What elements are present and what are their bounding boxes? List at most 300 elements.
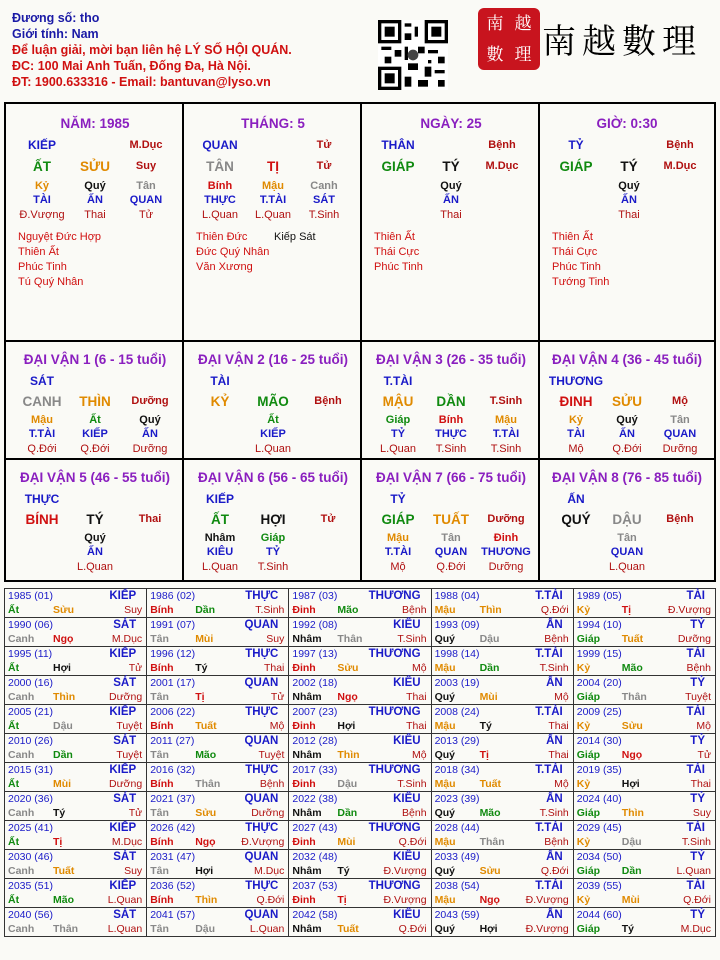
hidden-stage: Q.Đới xyxy=(80,443,110,455)
header-info xyxy=(12,10,292,90)
year-god: ẤN xyxy=(546,909,563,921)
dai-van-6 xyxy=(184,460,362,580)
year-can: Kỷ xyxy=(576,662,591,674)
year-stage: M.Dục xyxy=(111,633,143,645)
dai-van-status: Mộ xyxy=(672,395,688,407)
year-chi: Dậu xyxy=(337,778,358,790)
year-chi: Tý xyxy=(337,865,350,877)
year-god: T.TÀI xyxy=(535,880,563,892)
dai-van-god: T.TÀI xyxy=(383,374,413,388)
dai-van-god: KIẾP xyxy=(205,492,235,506)
year-stage: Tử xyxy=(128,807,143,819)
year-god: ẤN xyxy=(546,851,563,863)
year-stage: Mộ xyxy=(411,749,427,761)
hidden-god: T.TÀI xyxy=(384,546,412,558)
year-stage: Đ.Vượng xyxy=(383,894,427,906)
year-can: Nhâm xyxy=(292,865,322,877)
year-stage: T.Sinh xyxy=(255,604,285,616)
year-label: 2035 (51) xyxy=(8,880,53,892)
year-cell xyxy=(431,763,573,792)
pillar-chi-status: Tử xyxy=(316,160,332,172)
year-stage: Dưỡng xyxy=(109,778,143,790)
year-god: KIÊU xyxy=(393,909,421,921)
year-label: 2002 (18) xyxy=(292,677,338,689)
dai-van-chi: DẦN xyxy=(436,394,466,409)
year-cell xyxy=(5,879,147,908)
dai-van-5 xyxy=(6,460,184,580)
year-can: Tân xyxy=(150,807,169,819)
hidden-stage: T.Sinh xyxy=(257,561,289,573)
year-stage: Mộ xyxy=(696,720,711,732)
year-god: TỶ xyxy=(690,793,705,805)
hidden-stage: T.Sinh xyxy=(490,443,522,455)
year-god: TỶ xyxy=(690,909,705,921)
dai-van-god: SÁT xyxy=(30,374,54,388)
year-stage: Suy xyxy=(266,633,285,645)
year-stage: Thai xyxy=(406,691,427,703)
year-chi: Tị xyxy=(621,604,632,616)
year-cell xyxy=(147,705,289,734)
year-chi: Sửu xyxy=(479,865,501,877)
year-cell xyxy=(147,647,289,676)
year-god: ẤN xyxy=(546,735,563,747)
year-chi: Mùi xyxy=(195,633,214,645)
year-god: SÁT xyxy=(113,677,137,689)
hidden-god: ẤN xyxy=(621,194,637,206)
pillar-chi-status: Suy xyxy=(135,160,157,172)
year-can: Giáp xyxy=(576,923,601,935)
dai-van-status: T.Sinh xyxy=(489,395,523,407)
year-cell xyxy=(147,821,289,850)
year-god: THỰC xyxy=(245,880,279,892)
hidden-god: T.TÀI xyxy=(492,428,520,440)
year-chi: Ngọ xyxy=(53,633,74,645)
pillar-status: Tử xyxy=(316,139,332,151)
year-stage: Thai xyxy=(690,778,711,790)
pillar-chi: TÝ xyxy=(442,159,460,174)
red-seal-logo xyxy=(478,8,540,70)
hidden-can: Bính xyxy=(438,414,464,426)
dai-van-god: THƯƠNG xyxy=(548,374,604,388)
year-stage: Q.Đới xyxy=(540,604,569,616)
year-cell xyxy=(289,705,431,734)
year-can: Canh xyxy=(8,865,35,877)
hidden-can: Mậu xyxy=(31,414,53,426)
year-stage: Q.Đới xyxy=(683,894,711,906)
star-notes: Thiên Đức Đức Quý Nhân Văn Xương xyxy=(196,231,270,273)
year-can: Kỷ xyxy=(576,720,591,732)
hidden-can: Giáp xyxy=(385,414,411,426)
year-can: Mậu xyxy=(434,894,456,906)
hidden-god: TÀI xyxy=(33,194,51,206)
hidden-stage: L.Quan xyxy=(608,561,646,573)
year-chi: Dần xyxy=(337,807,358,819)
year-chi: Thìn xyxy=(621,807,644,819)
year-cell xyxy=(5,908,147,937)
year-chi: Dậu xyxy=(195,923,216,935)
hidden-stage: Q.Đới xyxy=(612,443,642,455)
hidden-can: Quý xyxy=(84,180,106,192)
hidden-can: Ất xyxy=(267,414,279,426)
hidden-can: Mậu xyxy=(262,180,284,192)
year-cell xyxy=(431,821,573,850)
year-chi: Mão xyxy=(479,807,501,819)
hidden-god: ẤN xyxy=(443,194,459,206)
year-stage: Mộ xyxy=(269,720,285,732)
year-can: Canh xyxy=(8,633,35,645)
year-chi: Dậu xyxy=(621,836,642,848)
pillar-status: Bệnh xyxy=(666,139,694,151)
year-can: Mậu xyxy=(434,778,456,790)
contact-line-1: Để luận giải, mời bạn liên hệ LÝ SỐ HỘI QUÁN. xyxy=(12,43,292,57)
year-can: Ất xyxy=(8,720,20,732)
pillar-chi: SỬU xyxy=(80,159,110,174)
hidden-god: KIẾP xyxy=(82,428,108,440)
star-note-extra: Kiếp Sát xyxy=(274,231,316,243)
year-cell xyxy=(573,850,715,879)
year-cell xyxy=(573,676,715,705)
year-chi: Tuất xyxy=(337,923,359,935)
year-can: Đinh xyxy=(292,720,316,732)
year-label: 1993 (09) xyxy=(434,619,480,631)
year-chi: Hợi xyxy=(195,865,214,877)
dai-van-chi: TÝ xyxy=(86,512,104,527)
year-stage: Đ.Vượng xyxy=(383,865,427,877)
year-chi: Mão xyxy=(195,749,217,761)
hidden-can: Kỷ xyxy=(568,414,584,426)
year-label: 2010 (26) xyxy=(8,735,53,747)
year-stage: Thai xyxy=(548,720,569,732)
year-label: 1990 (06) xyxy=(8,619,53,631)
year-god: TÀI xyxy=(686,764,705,776)
hidden-can: Giáp xyxy=(260,532,286,544)
year-chi: Thân xyxy=(195,778,221,790)
year-god: THƯƠNG xyxy=(368,880,421,892)
year-god: THỰC xyxy=(245,648,279,660)
year-cell xyxy=(5,647,147,676)
year-label: 2037 (53) xyxy=(292,880,338,892)
year-chi: Hợi xyxy=(53,662,71,674)
year-chi: Tuất xyxy=(621,633,644,645)
year-label: 2022 (38) xyxy=(292,793,338,805)
year-label: 1986 (02) xyxy=(150,590,196,602)
year-stage: Dưỡng xyxy=(677,633,711,645)
year-label: 1991 (07) xyxy=(150,619,196,631)
year-cell xyxy=(147,618,289,647)
dai-van-status: Dưỡng xyxy=(487,513,525,525)
year-stage: Bệnh xyxy=(259,778,285,790)
hidden-stage: Mộ xyxy=(568,443,584,455)
hidden-can: Đinh xyxy=(493,532,519,544)
dai-van-god: THỰC xyxy=(24,492,60,506)
year-label: 2001 (17) xyxy=(150,677,196,689)
year-chi: Tuất xyxy=(53,865,75,877)
dai-van-title: ĐẠI VẬN 7 (66 - 75 tuổi) xyxy=(375,470,527,485)
pillar-can: GIÁP xyxy=(559,159,593,174)
dai-van-1 xyxy=(6,342,184,460)
hidden-can: Bính xyxy=(207,180,233,192)
year-god: SÁT xyxy=(113,619,137,631)
year-label: 2020 (36) xyxy=(8,793,53,805)
year-stage: Mộ xyxy=(554,691,569,703)
year-chi: Tị xyxy=(337,894,347,906)
annual-luck-table xyxy=(4,588,716,937)
year-can: Quý xyxy=(434,691,455,703)
year-can: Ất xyxy=(8,894,20,906)
hidden-can: Mậu xyxy=(495,414,517,426)
pillar-status: Bệnh xyxy=(488,139,516,151)
dai-van-title: ĐẠI VẬN 8 (76 - 85 tuổi) xyxy=(551,470,703,485)
dai-van-can: QUÝ xyxy=(561,512,591,527)
year-label: 2009 (25) xyxy=(576,706,622,718)
year-can: Mậu xyxy=(434,604,456,616)
year-stage: L.Quan xyxy=(107,923,143,935)
year-can: Quý xyxy=(434,923,455,935)
dai-van-god: TỶ xyxy=(390,492,406,506)
hidden-stage: L.Quan xyxy=(379,443,417,455)
year-label: 1994 (10) xyxy=(576,619,622,631)
year-can: Đinh xyxy=(292,662,316,674)
year-stage: Thai xyxy=(406,720,427,732)
year-god: QUAN xyxy=(244,909,279,921)
year-stage: Bệnh xyxy=(686,662,711,674)
dai-van-title: ĐẠI VẬN 2 (16 - 25 tuổi) xyxy=(197,352,349,367)
year-can: Bính xyxy=(150,836,174,848)
pillar-chi: TỊ xyxy=(267,159,279,174)
star-notes: Thiên Ất Thái Cực Phúc Tinh xyxy=(374,231,423,273)
dai-van-chi: MÃO xyxy=(257,394,289,409)
year-god: QUAN xyxy=(244,619,279,631)
year-stage: Q.Đới xyxy=(398,836,427,848)
star-notes: Thiên Ất Thái Cực Phúc Tinh Tướng Tinh xyxy=(552,231,610,288)
year-can: Bính xyxy=(150,604,174,616)
dai-van-status: Thai xyxy=(138,513,162,525)
year-god: TÀI xyxy=(686,880,705,892)
year-god: THỰC xyxy=(245,822,279,834)
year-god: KIẾP xyxy=(109,590,137,602)
year-god: TÀI xyxy=(686,822,705,834)
year-label: 2036 (52) xyxy=(150,880,196,892)
year-god: THỰC xyxy=(245,590,279,602)
year-stage: M.Dục xyxy=(254,865,285,877)
year-chi: Thân xyxy=(53,923,79,935)
pillar-year xyxy=(6,104,184,342)
year-god: KIÊU xyxy=(393,735,421,747)
hidden-stage: Thai xyxy=(618,209,640,221)
seal-char: 理 xyxy=(514,44,532,65)
hidden-stage: Dưỡng xyxy=(132,443,168,455)
year-cell xyxy=(289,589,431,618)
pillar-title: GIỜ: 0:30 xyxy=(596,116,658,131)
year-chi: Tý xyxy=(621,923,635,935)
pillar-god: TỶ xyxy=(568,138,584,152)
dai-van-8 xyxy=(540,460,714,580)
year-can: Đinh xyxy=(292,836,316,848)
year-can: Kỷ xyxy=(576,604,591,616)
year-can: Giáp xyxy=(576,807,601,819)
year-cell xyxy=(147,763,289,792)
year-god: TÀI xyxy=(686,590,705,602)
seal-char: 越 xyxy=(514,13,532,34)
year-chi: Tị xyxy=(195,691,205,703)
year-label: 2017 (33) xyxy=(292,764,338,776)
brand-title: 南越數理 xyxy=(542,22,702,62)
hidden-stage: L.Quan xyxy=(76,561,114,573)
hidden-can: Quý xyxy=(616,414,638,426)
year-label: 2026 (42) xyxy=(150,822,196,834)
year-chi: Thìn xyxy=(479,604,502,616)
year-chi: Thân xyxy=(621,691,647,703)
year-stage: Dưỡng xyxy=(251,807,285,819)
dai-van-title: ĐẠI VẬN 1 (6 - 15 tuổi) xyxy=(23,352,167,367)
year-can: Bính xyxy=(150,720,174,732)
year-cell xyxy=(573,647,715,676)
year-cell xyxy=(431,589,573,618)
hidden-stage: L.Quan xyxy=(201,561,239,573)
dai-van-status: Tử xyxy=(320,513,336,525)
year-chi: Thìn xyxy=(195,894,218,906)
year-chi: Mão xyxy=(621,662,643,674)
pillar-god: QUAN xyxy=(202,138,238,152)
year-chi: Mùi xyxy=(479,691,498,703)
year-label: 2027 (43) xyxy=(292,822,338,834)
year-label: 2011 (27) xyxy=(150,735,195,747)
year-cell xyxy=(289,908,431,937)
year-stage: Thai xyxy=(548,749,569,761)
year-cell xyxy=(431,792,573,821)
year-cell xyxy=(431,850,573,879)
year-can: Đinh xyxy=(292,894,316,906)
year-chi: Mão xyxy=(337,604,359,616)
dai-van-title: ĐẠI VẬN 3 (26 - 35 tuổi) xyxy=(375,352,527,367)
year-chi: Tị xyxy=(479,749,489,761)
year-label: 2014 (30) xyxy=(576,735,622,747)
year-god: TÀI xyxy=(686,706,705,718)
hidden-stage: Dưỡng xyxy=(662,443,698,455)
year-can: Kỷ xyxy=(576,894,591,906)
hidden-stage: T.Sinh xyxy=(435,443,467,455)
year-stage: Dưỡng xyxy=(109,691,143,703)
hidden-god: SÁT xyxy=(313,194,335,206)
year-chi: Mùi xyxy=(337,836,356,848)
year-god: QUAN xyxy=(244,793,279,805)
hidden-god: ẤN xyxy=(619,428,635,440)
year-cell xyxy=(431,705,573,734)
year-label: 2008 (24) xyxy=(434,706,480,718)
year-god: KIÊU xyxy=(393,793,421,805)
year-can: Giáp xyxy=(576,633,601,645)
year-cell xyxy=(289,792,431,821)
pillar-title: NĂM: 1985 xyxy=(60,116,130,131)
year-stage: Bệnh xyxy=(544,633,569,645)
year-can: Bính xyxy=(150,894,174,906)
year-can: Mậu xyxy=(434,662,456,674)
year-cell xyxy=(5,821,147,850)
year-god: TỶ xyxy=(690,677,705,689)
year-cell xyxy=(431,734,573,763)
year-stage: T.Sinh xyxy=(539,807,569,819)
year-cell xyxy=(289,850,431,879)
year-cell xyxy=(5,705,147,734)
dai-van-can: BÍNH xyxy=(25,512,59,527)
year-god: TỶ xyxy=(690,851,705,863)
year-label: 2018 (34) xyxy=(434,764,480,776)
pillar-title: NGÀY: 25 xyxy=(420,116,482,131)
year-label: 1995 (11) xyxy=(8,648,53,660)
year-can: Mậu xyxy=(434,836,456,848)
hidden-god: QUAN xyxy=(129,194,163,206)
year-cell xyxy=(431,647,573,676)
year-cell xyxy=(573,705,715,734)
year-stage: Tử xyxy=(270,691,285,703)
year-god: KIẾP xyxy=(109,764,137,776)
year-can: Tân xyxy=(150,749,169,761)
hidden-can: Quý xyxy=(139,414,161,426)
year-chi: Ngọ xyxy=(479,894,500,906)
year-chi: Hợi xyxy=(337,720,356,732)
year-cell xyxy=(147,850,289,879)
hidden-can: Tân xyxy=(617,532,637,544)
pillar-day xyxy=(362,104,540,342)
pillar-chi-status: M.Dục xyxy=(485,160,519,172)
hidden-god: KIẾP xyxy=(260,428,286,440)
hidden-can: Canh xyxy=(310,180,338,192)
dai-van-chi: HỢI xyxy=(260,512,286,527)
year-cell xyxy=(573,734,715,763)
year-cell xyxy=(5,763,147,792)
hidden-god: THỰC xyxy=(204,194,236,206)
year-can: Ất xyxy=(8,604,20,616)
year-stage: Q.Đới xyxy=(256,894,285,906)
year-can: Quý xyxy=(434,633,455,645)
year-chi: Mùi xyxy=(621,894,640,906)
year-label: 2030 (46) xyxy=(8,851,53,863)
year-label: 1988 (04) xyxy=(434,590,480,602)
hidden-stage: L.Quan xyxy=(201,209,239,221)
year-label: 1997 (13) xyxy=(292,648,338,660)
year-label: 2041 (57) xyxy=(150,909,196,921)
year-stage: Tuyệt xyxy=(685,691,711,703)
year-cell xyxy=(573,908,715,937)
year-label: 2038 (54) xyxy=(434,880,480,892)
year-can: Quý xyxy=(434,865,455,877)
hidden-stage: Dưỡng xyxy=(488,561,524,573)
year-chi: Tuất xyxy=(195,720,217,732)
year-stage: Đ.Vượng xyxy=(241,836,285,848)
year-god: T.TÀI xyxy=(535,764,563,776)
year-god: T.TÀI xyxy=(535,648,563,660)
year-chi: Sửu xyxy=(621,720,643,732)
year-stage: Mộ xyxy=(554,778,569,790)
hidden-god: QUAN xyxy=(434,546,468,558)
year-god: QUAN xyxy=(244,735,279,747)
year-cell xyxy=(147,879,289,908)
dai-van-can: CANH xyxy=(22,394,62,409)
year-can: Nhâm xyxy=(292,807,322,819)
year-god: KIẾP xyxy=(109,706,137,718)
year-cell xyxy=(573,589,715,618)
year-chi: Sửu xyxy=(337,662,359,674)
year-god: THỰC xyxy=(245,764,279,776)
year-label: 2034 (50) xyxy=(576,851,622,863)
year-chi: Dần xyxy=(195,604,216,616)
hidden-can: Nhâm xyxy=(204,532,236,544)
year-label: 2013 (29) xyxy=(434,735,480,747)
year-can: Canh xyxy=(8,807,35,819)
year-god: SÁT xyxy=(113,909,137,921)
year-stage: Suy xyxy=(692,807,711,819)
hidden-stage: Thai xyxy=(440,209,462,221)
